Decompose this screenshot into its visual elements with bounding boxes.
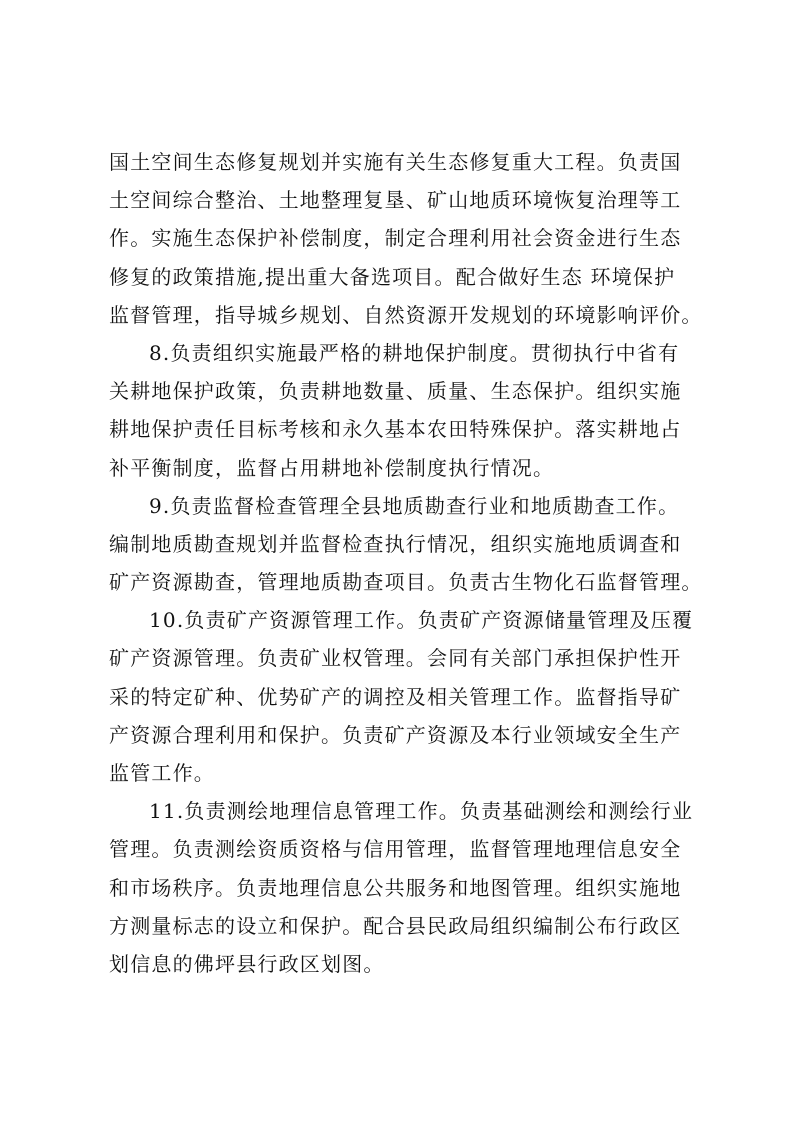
- text-line: 编制地质勘查规划并监督检查执行情况，组织实施地质调查和: [109, 531, 682, 556]
- text-line: 作。实施生态保护补偿制度，制定合理利用社会资金进行生态: [109, 226, 682, 251]
- text-line: 9.负责监督检查管理全县地质勘查行业和地质勘查工作。: [149, 493, 680, 518]
- text-line: 8.负责组织实施最严格的耕地保护制度。贯彻执行中省有: [149, 340, 680, 365]
- paragraph-ecological-restoration: [109, 143, 703, 334]
- text-line: 关耕地保护政策，负责耕地数量、质量、生态保护。组织实施: [109, 379, 682, 404]
- text-line: 产资源合理利用和保护。负责矿产资源及本行业领域安全生产: [109, 722, 682, 747]
- text-line: 土空间综合整治、土地整理复垦、矿山地质环境恢复治理等工: [109, 188, 682, 213]
- paragraph-item-10: [109, 601, 694, 792]
- text-line: 修复的政策措施,提出重大备选项目。配合做好生态 环境保护: [109, 264, 676, 289]
- text-line: 11.负责测绘地理信息管理工作。负责基础测绘和测绘行业: [149, 799, 694, 824]
- text-line: 矿产资源勘查，管理地质勘查项目。负责古生物化石监督管理。: [109, 570, 703, 595]
- text-line: 采的特定矿种、优势矿产的调控及相关管理工作。监督指导矿: [109, 684, 682, 709]
- text-line: 方测量标志的设立和保护。配合县民政局组织编制公布行政区: [109, 913, 682, 938]
- paragraph-item-8: [109, 334, 694, 487]
- paragraph-item-11: [109, 792, 694, 983]
- text-line: 管理。负责测绘资质资格与信用管理，监督管理地理信息安全: [109, 837, 682, 862]
- document-body: [109, 143, 703, 983]
- text-line: 监督管理，指导城乡规划、自然资源开发规划的环境影响评价。: [109, 302, 703, 327]
- text-line: 矿产资源管理。负责矿业权管理。会同有关部门承担保护性开: [109, 646, 682, 671]
- text-line: 10.负责矿产资源管理工作。负责矿产资源储量管理及压覆: [149, 608, 694, 633]
- text-line: 补平衡制度，监督占用耕地补偿制度执行情况。: [109, 455, 555, 480]
- text-line: 国土空间生态修复规划并实施有关生态修复重大工程。负责国: [109, 150, 682, 174]
- text-line: 和市场秩序。负责地理信息公共服务和地图管理。组织实施地: [109, 875, 682, 900]
- text-line: 监管工作。: [109, 761, 215, 785]
- text-line: 划信息的佛坪县行政区划图。: [109, 951, 385, 976]
- text-line: 耕地保护责任目标考核和永久基本农田特殊保护。落实耕地占: [109, 417, 682, 442]
- paragraph-item-9: [109, 487, 703, 602]
